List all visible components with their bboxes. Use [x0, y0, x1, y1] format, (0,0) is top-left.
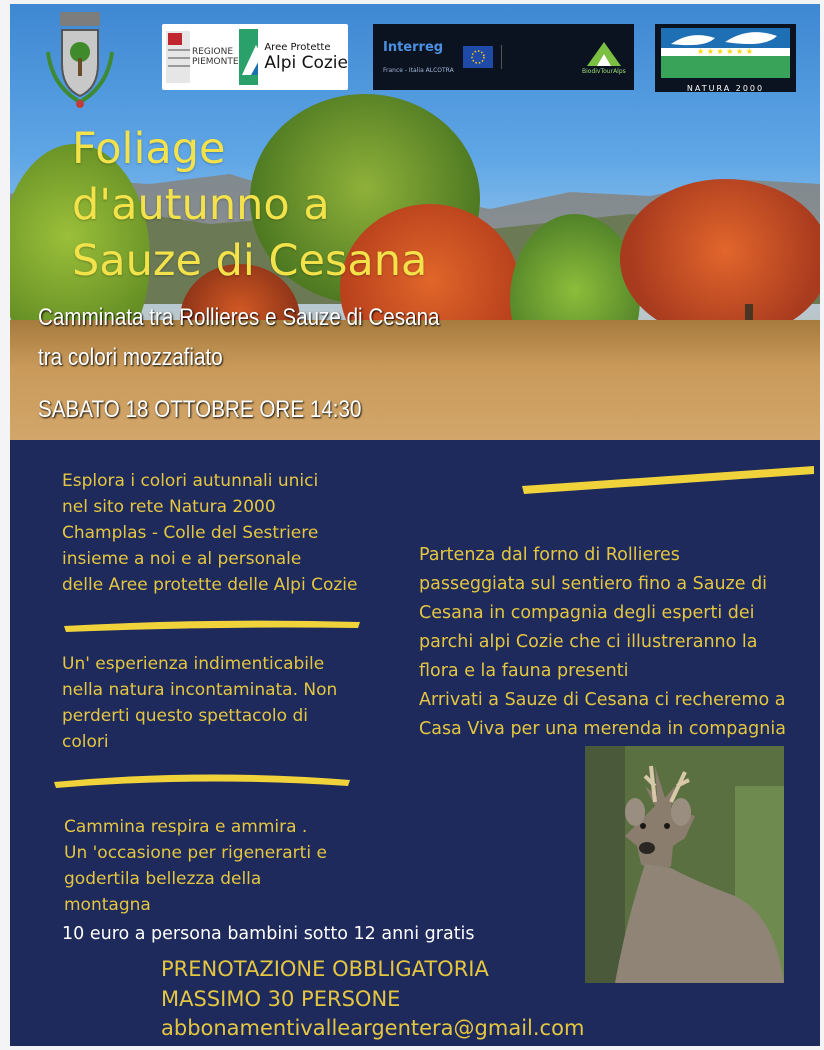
eu-flag-icon — [463, 46, 493, 68]
brush-stroke-divider — [52, 768, 352, 790]
text-line: Un' esperienza indimenticabile — [62, 654, 325, 674]
text-line: Champlas - Colle del Sestriere — [62, 523, 319, 543]
max-participants: MASSIMO 30 PERSONE — [161, 987, 401, 1011]
text-line: delle Aree protette delle Alpi Cozie — [62, 575, 358, 595]
text-line: Esplora i colori autunnali unici — [62, 471, 319, 491]
tree-illustration — [620, 179, 820, 339]
interreg-logo — [373, 24, 634, 90]
biodivtouralps-logo — [585, 40, 623, 68]
regione-label: REGIONE — [191, 47, 234, 57]
alpi-cozie-logo — [239, 27, 259, 87]
text-line: godertila bellezza della — [64, 869, 262, 889]
price-info: 10 euro a persona bambini sotto 12 anni gratis — [62, 924, 475, 944]
text-line: Arrivati a Sauze di Cesana ci recheremo a — [419, 690, 786, 710]
regione-piemonte-logo — [162, 24, 348, 90]
coat-of-arms-icon — [40, 12, 120, 116]
contact-email[interactable]: abbonamentivalleargentera@gmail.com — [161, 1016, 585, 1040]
text-line: Cammina respira e ammira . — [64, 817, 308, 837]
event-poster — [10, 4, 820, 1046]
interreg-subtitle: France - Italia ALCOTRA — [383, 67, 454, 74]
text-line: flora e la fauna presenti — [419, 661, 629, 681]
natura-2000-emblem-icon — [655, 24, 796, 78]
title-line: Foliage — [72, 124, 226, 174]
title-line: d'autunno a — [72, 180, 330, 230]
title-line: Sauze di Cesana — [72, 236, 428, 286]
event-date: SABATO 18 OTTOBRE ORE 14:30 — [38, 396, 362, 423]
event-subtitle: tra colori mozzafiato — [38, 344, 223, 371]
text-line: Cesana in compagnia degli esperti dei — [419, 603, 755, 623]
text-line: nel sito rete Natura 2000 — [62, 497, 276, 517]
invitation-text — [64, 814, 327, 918]
roe-deer-photo — [585, 746, 784, 983]
text-line: montagna — [64, 895, 151, 915]
text-line: Un 'occasione per rigenerarti e — [64, 843, 327, 863]
booking-required: PRENOTAZIONE OBBLIGATORIA — [161, 957, 489, 981]
event-subtitle: Camminata tra Rollieres e Sauze di Cesana — [38, 304, 440, 331]
text-line: insieme a noi e al personale — [62, 549, 302, 569]
natura-2000-logo — [655, 24, 796, 92]
text-line: parchi alpi Cozie che ci illustreranno la — [419, 632, 758, 652]
brush-stroke-divider — [62, 616, 362, 634]
text-line: passeggiata sul sentiero fino a Sauze di — [419, 574, 768, 594]
text-line: Partenza dal forno di Rollieres — [419, 545, 680, 565]
natura-2000-label: NATURA 2000 — [686, 84, 765, 93]
event-title — [72, 121, 427, 289]
biodivtouralps-label: BiodivTourAlps — [582, 67, 626, 75]
text-line: perderti questo spettacolo di — [62, 706, 308, 726]
regione-flag-icon — [166, 27, 190, 87]
intro-text — [62, 468, 357, 598]
brush-stroke-divider — [520, 462, 816, 494]
text-line: Casa Viva per una merenda in compagnia — [419, 719, 786, 739]
text-line: nella natura incontaminata. Non — [62, 680, 338, 700]
alpi-cozie-label: Alpi Cozie — [264, 52, 348, 73]
text-line: colori — [62, 732, 109, 752]
experience-text — [62, 651, 337, 755]
interreg-label: Interreg — [383, 40, 444, 55]
itinerary-text — [419, 541, 786, 744]
deer-illustration — [585, 746, 784, 983]
svg-text:★ ★ ★ ★ ★ ★: ★ ★ ★ ★ ★ ★ — [697, 47, 753, 56]
regione-label: PIEMONTE — [191, 57, 239, 67]
aree-protette-label: Aree Protette — [264, 41, 331, 53]
